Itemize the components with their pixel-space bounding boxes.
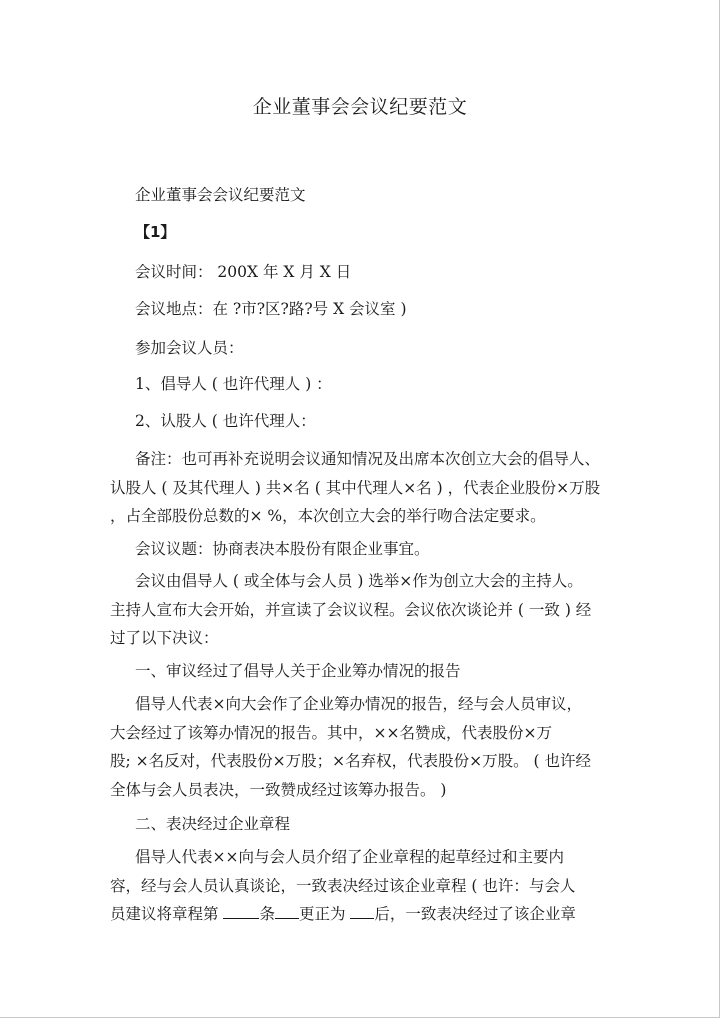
attendee-2: 2、认股人 ( 也许代理人： (135, 412, 316, 430)
note-line: 备注：也可再补充说明会议通知情况及出席本次创立大会的倡导人、 (135, 450, 601, 468)
proceedings-paragraph (110, 567, 610, 653)
note-paragraph (110, 445, 610, 531)
resolution-1-line: 全体与会人员表决，一致赞成经过该筹办报告。 ) (110, 780, 447, 799)
document-subtitle: 企业董事会会议纪要范文 (135, 186, 306, 204)
resolution-2-line: 倡导人代表××向与会人员介绍了企业章程的起草经过和主要内 (135, 848, 564, 866)
proceedings-line: 主持人宣布大会开始，并宣读了会议议程。会议依次谈论并 ( 一致 ) 经 (110, 600, 592, 619)
resolution-1-heading: 一、审议经过了倡导人关于企业筹办情况的报告 (135, 662, 461, 680)
resolution-2-paragraph (110, 843, 610, 929)
resolution-2-text: 条 (259, 905, 275, 923)
meeting-time: 会议时间： 200X 年 X 月 X 日 (135, 263, 352, 281)
resolution-1-line: 股; ×名反对，代表股份×万股；×名弃权，代表股份×万股。 ( 也许经 (110, 752, 592, 770)
resolution-2-line: 容，经与会人员认真谈论，一致表决经过该企业章程 ( 也许：与会人 (110, 876, 576, 895)
note-line: ，占全部股份总数的× %，本次创立大会的举行吻合法定要求。 (110, 507, 546, 525)
proceedings-line: 过了以下决议： (110, 629, 219, 647)
resolution-2-heading: 二、表决经过企业章程 (135, 815, 291, 833)
proceedings-line: 会议由倡导人 ( 或全体与会人员 ) 选举×作为创立大会的主持人。 (135, 572, 583, 590)
attendees-heading: 参加会议人员： (135, 339, 244, 357)
attendee-1: 1、倡导人 ( 也许代理人 ) ： (135, 375, 332, 393)
resolution-1-paragraph (110, 690, 610, 804)
resolution-2-text: 后，一致表决经过了该企业章 (374, 905, 576, 923)
resolution-2-text: 员建议将章程第 (110, 905, 224, 923)
resolution-1-line: 倡导人代表×向大会作了企业筹办情况的报告，经与会人员审议， (135, 695, 582, 713)
resolution-1-line: 大会经过了该筹办情况的报告。其中，××名赞成，代表股份×万 (110, 723, 552, 742)
meeting-place: 会议地点：在 ?市?区?路?号 X 会议室 ) (135, 300, 407, 318)
agenda: 会议议题：协商表决本股份有限企业事宜。 (135, 540, 430, 558)
document-title: 企业董事会会议纪要范文 (252, 96, 468, 118)
resolution-2-text: 更正为 (298, 905, 351, 923)
resolution-2-last-line (110, 900, 610, 929)
fill-in-blank (275, 904, 299, 919)
note-line: 认股人 ( 及其代理人 ) 共×名 ( 其中代理人×名 ) ，代表企业股份×万股 (110, 478, 601, 497)
fill-in-blank (223, 904, 259, 919)
section-marker: 【1】 (135, 223, 176, 241)
fill-in-blank (350, 904, 374, 919)
